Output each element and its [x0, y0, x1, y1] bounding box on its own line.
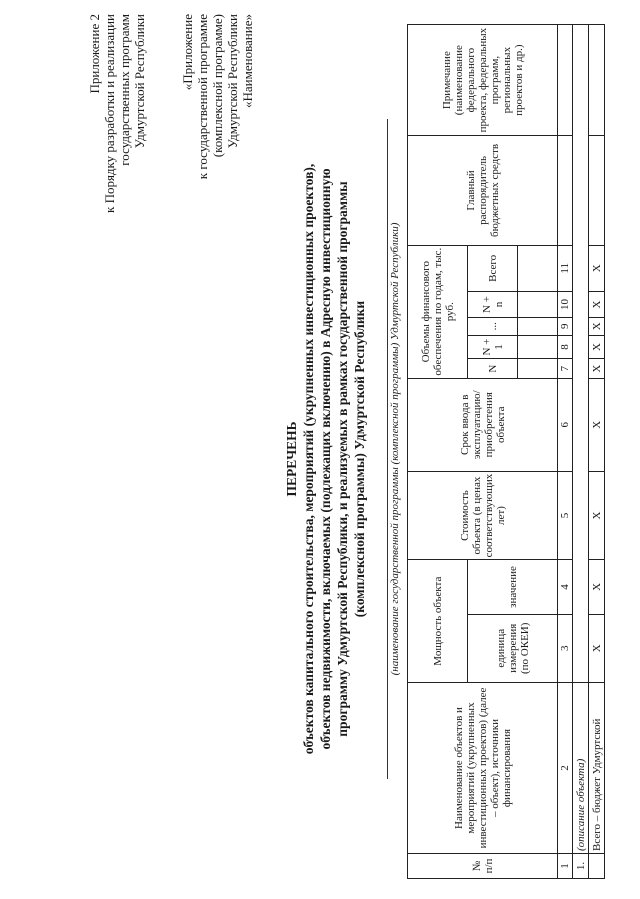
column-number: 2: [558, 683, 573, 854]
total-year-nn: X: [589, 292, 605, 318]
appendix-program-block: [180, 14, 255, 299]
column-number: 3: [558, 614, 573, 682]
total-manager: [589, 136, 605, 245]
header-year-n-plus-n: N + n: [468, 292, 518, 318]
title-line: программу Удмуртской Республики, и реализуемых в рамках государственной программы: [335, 181, 350, 737]
column-number: [558, 136, 573, 245]
header-cost: Стоимость объекта (в ценах соответствующих лет): [408, 471, 558, 560]
appendix-program-line: Удмуртской Республики: [225, 14, 240, 149]
total-unit: X: [589, 614, 605, 682]
total-note: [589, 25, 605, 136]
object-description: (описание объекта): [573, 683, 589, 854]
document-title: [283, 99, 368, 819]
column-number-row: [558, 25, 573, 879]
total-year-total: X: [589, 245, 605, 291]
header-year-total: Всего: [468, 245, 518, 291]
object-row-span: [573, 25, 589, 683]
row-number: 1.: [573, 854, 589, 879]
header-number: № п/п: [408, 854, 558, 879]
program-name-caption: (наименование государственной программы (комплексной программы) Удмуртской Республики): [389, 222, 401, 676]
total-year-n: X: [589, 359, 605, 378]
header-ellipsis-sub: [518, 318, 558, 336]
header-financing: Объемы финансового обеспечения по годам, тыс. руб.: [408, 245, 468, 378]
header-note: Примечание (наименование федерального проекта, федеральных программ, региональных проектов и др.): [408, 25, 558, 136]
total-row: [589, 25, 605, 879]
header-year-n-plus-1: N + 1: [468, 335, 518, 359]
total-label: Всего – бюджет Удмуртской: [589, 683, 605, 854]
column-number: 7: [558, 359, 573, 378]
header-value: значение: [468, 560, 558, 614]
appendix-program-line: к государственной программе: [195, 14, 210, 180]
total-year-n1: X: [589, 335, 605, 359]
total-cost: X: [589, 471, 605, 560]
title-line: (комплексной программы) Удмуртской Республики: [352, 300, 367, 618]
total-row-number: [589, 854, 605, 879]
object-row: [573, 25, 589, 879]
appendix-ref-line: к Порядку разработки и реализации: [102, 14, 117, 213]
header-unit: единица измерения (по ОКЕИ): [468, 614, 558, 682]
header-year-n: N: [468, 359, 518, 378]
header-budget-manager: Главный распорядитель бюджетных средств: [408, 136, 558, 245]
header-year-n-sub: [518, 359, 558, 378]
appendix-program-line: (комплексной программе): [210, 14, 225, 158]
appendix-program-label: «Приложение: [180, 14, 195, 91]
appendix-label: Приложение 2: [87, 14, 102, 94]
header-year-n1-sub: [518, 335, 558, 359]
header-object-name: Наименование объектов и мероприятий (укрупненных инвестиционных проектов) (далее – объект), источники финансирования: [408, 683, 558, 854]
column-number: [558, 25, 573, 136]
total-year-dots: X: [589, 318, 605, 336]
title-line: объектов недвижимости, включаемых (подлежащих включению) в Адресную инвестиционную: [318, 168, 333, 750]
column-number: 9: [558, 318, 573, 336]
column-number: 8: [558, 335, 573, 359]
column-number: 4: [558, 560, 573, 614]
appendix-block: [87, 14, 147, 299]
column-number: 11: [558, 245, 573, 291]
column-number: 10: [558, 292, 573, 318]
header-commissioning-term: Срок ввода в эксплуатацию/ приобретения объекта: [408, 378, 558, 471]
appendix-ref-line: государственных программ: [117, 14, 132, 166]
column-number: 5: [558, 471, 573, 560]
title-heading: ПЕРЕЧЕНЬ: [284, 421, 299, 497]
column-number: 1: [558, 854, 573, 879]
objects-table: [407, 24, 605, 879]
header-year-ellipsis: ...: [468, 318, 518, 336]
header-capacity: Мощность объекта: [408, 560, 468, 683]
total-value: X: [589, 560, 605, 614]
appendix-program-name: «Наименование»: [240, 14, 255, 108]
column-number: 6: [558, 378, 573, 471]
total-term: X: [589, 378, 605, 471]
title-line: объектов капитального строительства, мероприятий (укрупненных инвестиционных проектов),: [301, 163, 316, 755]
appendix-ref-line: Удмуртской Республики: [132, 14, 147, 149]
subtitle-underline: [387, 119, 388, 779]
header-total-sub: [518, 245, 558, 291]
header-nn-sub: [518, 292, 558, 318]
